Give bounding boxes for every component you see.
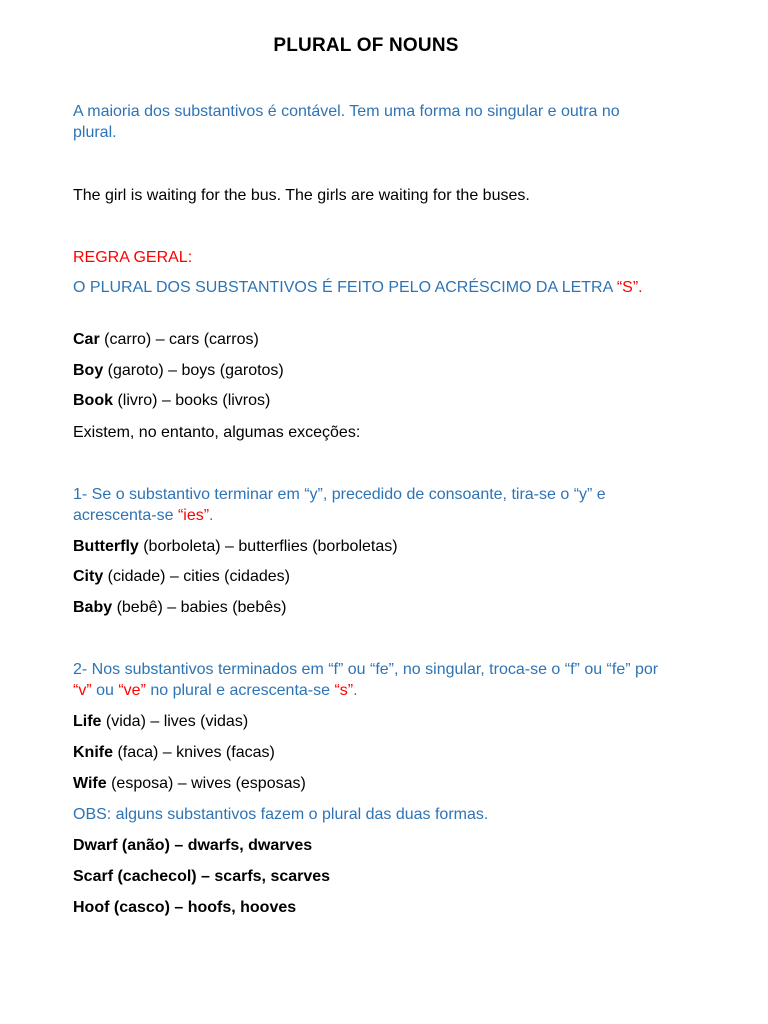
exceptions-intro: Existem, no entanto, algumas exceções: <box>73 424 361 441</box>
obs-note: OBS: alguns substantivos fazem o plural das duas formas. <box>73 806 489 823</box>
exception-1-example-line <box>73 597 663 618</box>
example-word: Car <box>73 331 100 348</box>
example-rest: (borboleta) – butterflies (borboletas) <box>138 538 398 555</box>
example-rest: (livro) – books (livros) <box>113 392 271 409</box>
exception-2-v: “v” <box>73 682 92 699</box>
exception-2-example-line <box>73 773 663 794</box>
example-word: Life <box>73 713 102 730</box>
example-rest: (carro) – cars (carros) <box>99 331 259 348</box>
exception-2-example-line <box>73 742 663 763</box>
example-rest: (cidade) – cities (cidades) <box>103 568 290 585</box>
exception-1-highlight: “ies” <box>177 507 210 524</box>
exception-1-example-line <box>73 536 663 557</box>
example-word: City <box>73 568 104 585</box>
rule-heading: REGRA GERAL: <box>73 249 193 266</box>
rule-text: O PLURAL DOS SUBSTANTIVOS É FEITO PELO ACRÉSCIMO DA LETRA <box>73 279 617 296</box>
example-word: Wife <box>73 775 107 792</box>
example-rest: (esposa) – wives (esposas) <box>106 775 306 792</box>
exception-2-ve: “ve” <box>118 682 146 699</box>
exception-1-text: 1- Se o substantivo terminar em “y”, precedido de consoante, tira-se o “y” e acrescenta-se <box>73 486 606 524</box>
exception-2-part2: ou <box>91 682 119 699</box>
exception-2-part1: 2- Nos substantivos terminados em “f” ou “fe”, no singular, troca-se o “f” ou “fe” por <box>73 661 659 678</box>
intro-paragraph: A maioria dos substantivos é contável. Tem uma forma no singular e outra no plural. <box>73 103 620 141</box>
example-word: Butterfly <box>73 538 139 555</box>
example-rest: (garoto) – boys (garotos) <box>103 362 284 379</box>
rule-highlight: “S” <box>616 279 639 296</box>
general-example-line <box>73 360 663 381</box>
exception-2-s: “s” <box>334 682 354 699</box>
example-sentence: The girl is waiting for the bus. The girls are waiting for the buses. <box>73 187 530 204</box>
general-example-line <box>73 329 663 350</box>
obs-example-line <box>73 866 663 887</box>
exception-1-example-line <box>73 566 663 587</box>
rule-paragraph <box>73 277 663 298</box>
example-rest: (bebê) – babies (bebês) <box>112 599 287 616</box>
obs-example-text: Scarf (cachecol) – scarfs, scarves <box>73 868 331 885</box>
exception-2-paragraph <box>73 659 663 701</box>
example-rest: (vida) – lives (vidas) <box>101 713 249 730</box>
obs-example-text: Hoof (casco) – hoofs, hooves <box>73 899 297 916</box>
rule-end: . <box>638 279 643 296</box>
example-word: Knife <box>73 744 113 761</box>
obs-example-line <box>73 897 663 918</box>
obs-example-text: Dwarf (anão) – dwarfs, dwarves <box>73 837 313 854</box>
example-rest: (faca) – knives (facas) <box>113 744 275 761</box>
exception-2-end: . <box>353 682 358 699</box>
example-word: Book <box>73 392 113 409</box>
exception-1-paragraph <box>73 484 663 526</box>
general-example-line <box>73 390 663 411</box>
obs-example-line <box>73 835 663 856</box>
exception-2-part3: no plural e acrescenta-se <box>145 682 335 699</box>
exception-2-example-line <box>73 711 663 732</box>
example-word: Boy <box>73 362 104 379</box>
example-word: Baby <box>73 599 113 616</box>
exception-1-end: . <box>209 507 214 524</box>
page-title: PLURAL OF NOUNS <box>273 35 459 56</box>
